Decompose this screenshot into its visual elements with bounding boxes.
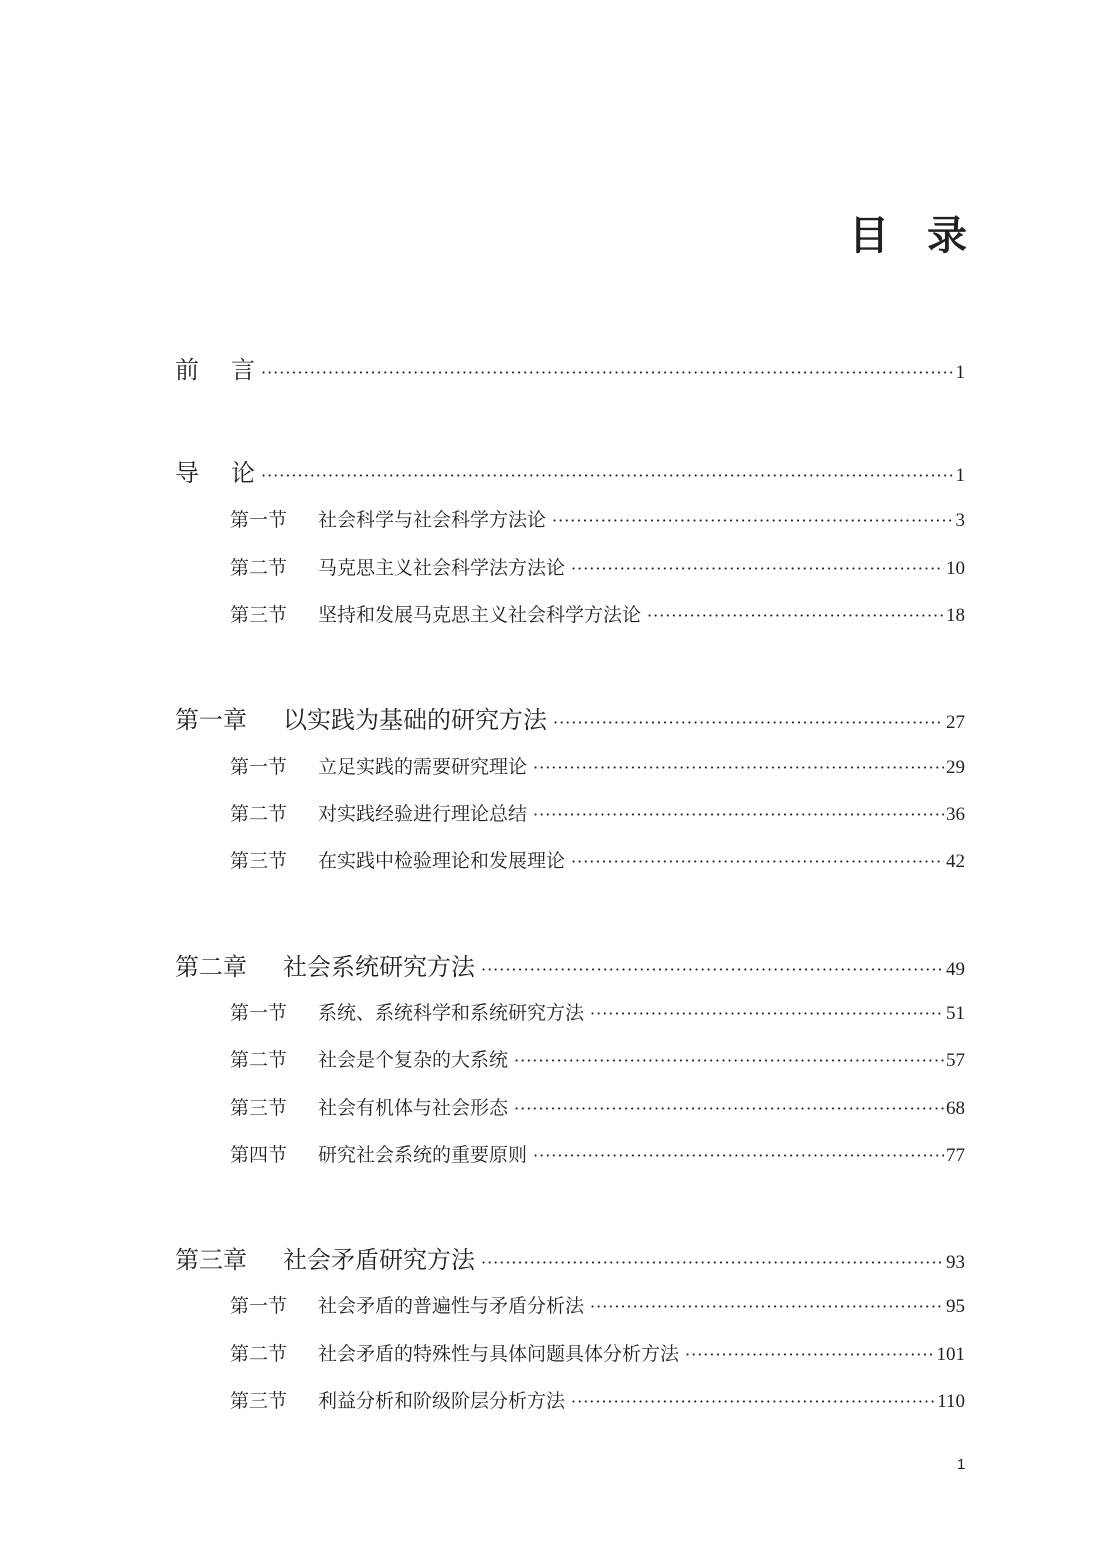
page-title: 目录: [849, 213, 1005, 259]
section-number: 第一节: [230, 1295, 288, 1317]
dot-leader: [571, 852, 944, 871]
toc-section[interactable]: [230, 1291, 965, 1318]
chapter-title: 以实践为基础的研究方法: [283, 706, 547, 734]
page-number: 27: [946, 712, 965, 733]
section-title: 马克思主义社会科学法方法论: [318, 557, 566, 579]
dot-leader: [481, 960, 944, 979]
toc-section[interactable]: [230, 505, 965, 532]
dot-leader: [481, 1253, 944, 1272]
dot-leader: [533, 1146, 944, 1165]
chapter-title: 社会矛盾研究方法: [283, 1246, 475, 1274]
toc-section[interactable]: [230, 553, 965, 580]
section-title: 系统、系统科学和系统研究方法: [318, 1002, 585, 1024]
section-title: 社会是个复杂的大系统: [318, 1049, 509, 1071]
chapter-number: 第二章: [175, 953, 247, 981]
toc-section[interactable]: [230, 752, 965, 779]
page-number: 42: [946, 851, 965, 872]
page-number: 57: [946, 1050, 965, 1071]
dot-leader: [533, 805, 944, 824]
dot-leader: [571, 1392, 935, 1411]
dot-leader: [647, 606, 944, 625]
toc-chapter[interactable]: [175, 1240, 965, 1275]
dot-leader: [533, 758, 944, 777]
section-title: 社会矛盾的普遍性与矛盾分析法: [318, 1295, 585, 1317]
chapter-number: 第一章: [175, 706, 247, 734]
section-number: 第二节: [230, 557, 288, 579]
page-number: 77: [946, 1145, 965, 1166]
toc-entry-introduction[interactable]: [175, 453, 965, 488]
dot-leader: [590, 1297, 944, 1316]
toc-section[interactable]: [230, 1093, 965, 1120]
dot-leader: [514, 1099, 944, 1118]
section-title: 坚持和发展马克思主义社会科学方法论: [318, 604, 642, 626]
chapter-number: 第三章: [175, 1246, 247, 1274]
page-number: 51: [946, 1003, 965, 1024]
section-number: 第二节: [230, 803, 288, 825]
dot-leader: [261, 363, 954, 382]
dot-leader: [590, 1004, 944, 1023]
section-title: 利益分析和阶级阶层分析方法: [318, 1390, 566, 1412]
section-number: 第二节: [230, 1343, 288, 1365]
page-number: 49: [946, 959, 965, 980]
toc-section[interactable]: [230, 1045, 965, 1072]
page-number: 3: [955, 510, 965, 531]
section-number: 第一节: [230, 1002, 288, 1024]
page-number: 10: [946, 558, 965, 579]
section-number: 第三节: [230, 1390, 288, 1412]
toc-section[interactable]: [230, 998, 965, 1025]
page-folio: 1: [957, 1456, 966, 1473]
section-number: 第三节: [230, 1097, 288, 1119]
page-number: 68: [946, 1098, 965, 1119]
section-title: 对实践经验进行理论总结: [318, 803, 528, 825]
toc-section[interactable]: [230, 846, 965, 873]
toc-entry-preface[interactable]: [175, 350, 965, 385]
page-number: 110: [937, 1391, 965, 1412]
toc-section[interactable]: [230, 600, 965, 627]
entry-label: 前言: [175, 356, 287, 384]
section-number: 第三节: [230, 850, 288, 872]
toc-section[interactable]: [230, 1339, 965, 1366]
dot-leader: [514, 1051, 944, 1070]
page-number: 101: [936, 1344, 965, 1365]
page-number: 18: [946, 605, 965, 626]
chapter-title: 社会系统研究方法: [283, 953, 475, 981]
dot-leader: [553, 713, 944, 732]
dot-leader: [261, 466, 954, 485]
section-number: 第三节: [230, 604, 288, 626]
dot-leader: [552, 511, 953, 530]
section-number: 第二节: [230, 1049, 288, 1071]
page-number: 93: [946, 1252, 965, 1273]
dot-leader: [571, 559, 944, 578]
page-number: 36: [946, 804, 965, 825]
page-number: 1: [955, 465, 965, 486]
page-number: 1: [955, 362, 965, 383]
section-title: 社会科学与社会科学方法论: [318, 509, 547, 531]
toc-section[interactable]: [230, 1386, 965, 1413]
entry-label: 导论: [175, 459, 287, 487]
page-number: 95: [946, 1296, 965, 1317]
section-number: 第一节: [230, 509, 288, 531]
section-title: 社会有机体与社会形态: [318, 1097, 509, 1119]
section-title: 研究社会系统的重要原则: [318, 1144, 528, 1166]
dot-leader: [685, 1345, 934, 1364]
section-title: 立足实践的需要研究理论: [318, 756, 528, 778]
toc-section[interactable]: [230, 1140, 965, 1167]
toc-chapter[interactable]: [175, 700, 965, 735]
page-number: 29: [946, 757, 965, 778]
toc-section[interactable]: [230, 799, 965, 826]
section-title: 社会矛盾的特殊性与具体问题具体分析方法: [318, 1343, 680, 1365]
toc-chapter[interactable]: [175, 947, 965, 982]
section-number: 第四节: [230, 1144, 288, 1166]
section-title: 在实践中检验理论和发展理论: [318, 850, 566, 872]
section-number: 第一节: [230, 756, 288, 778]
